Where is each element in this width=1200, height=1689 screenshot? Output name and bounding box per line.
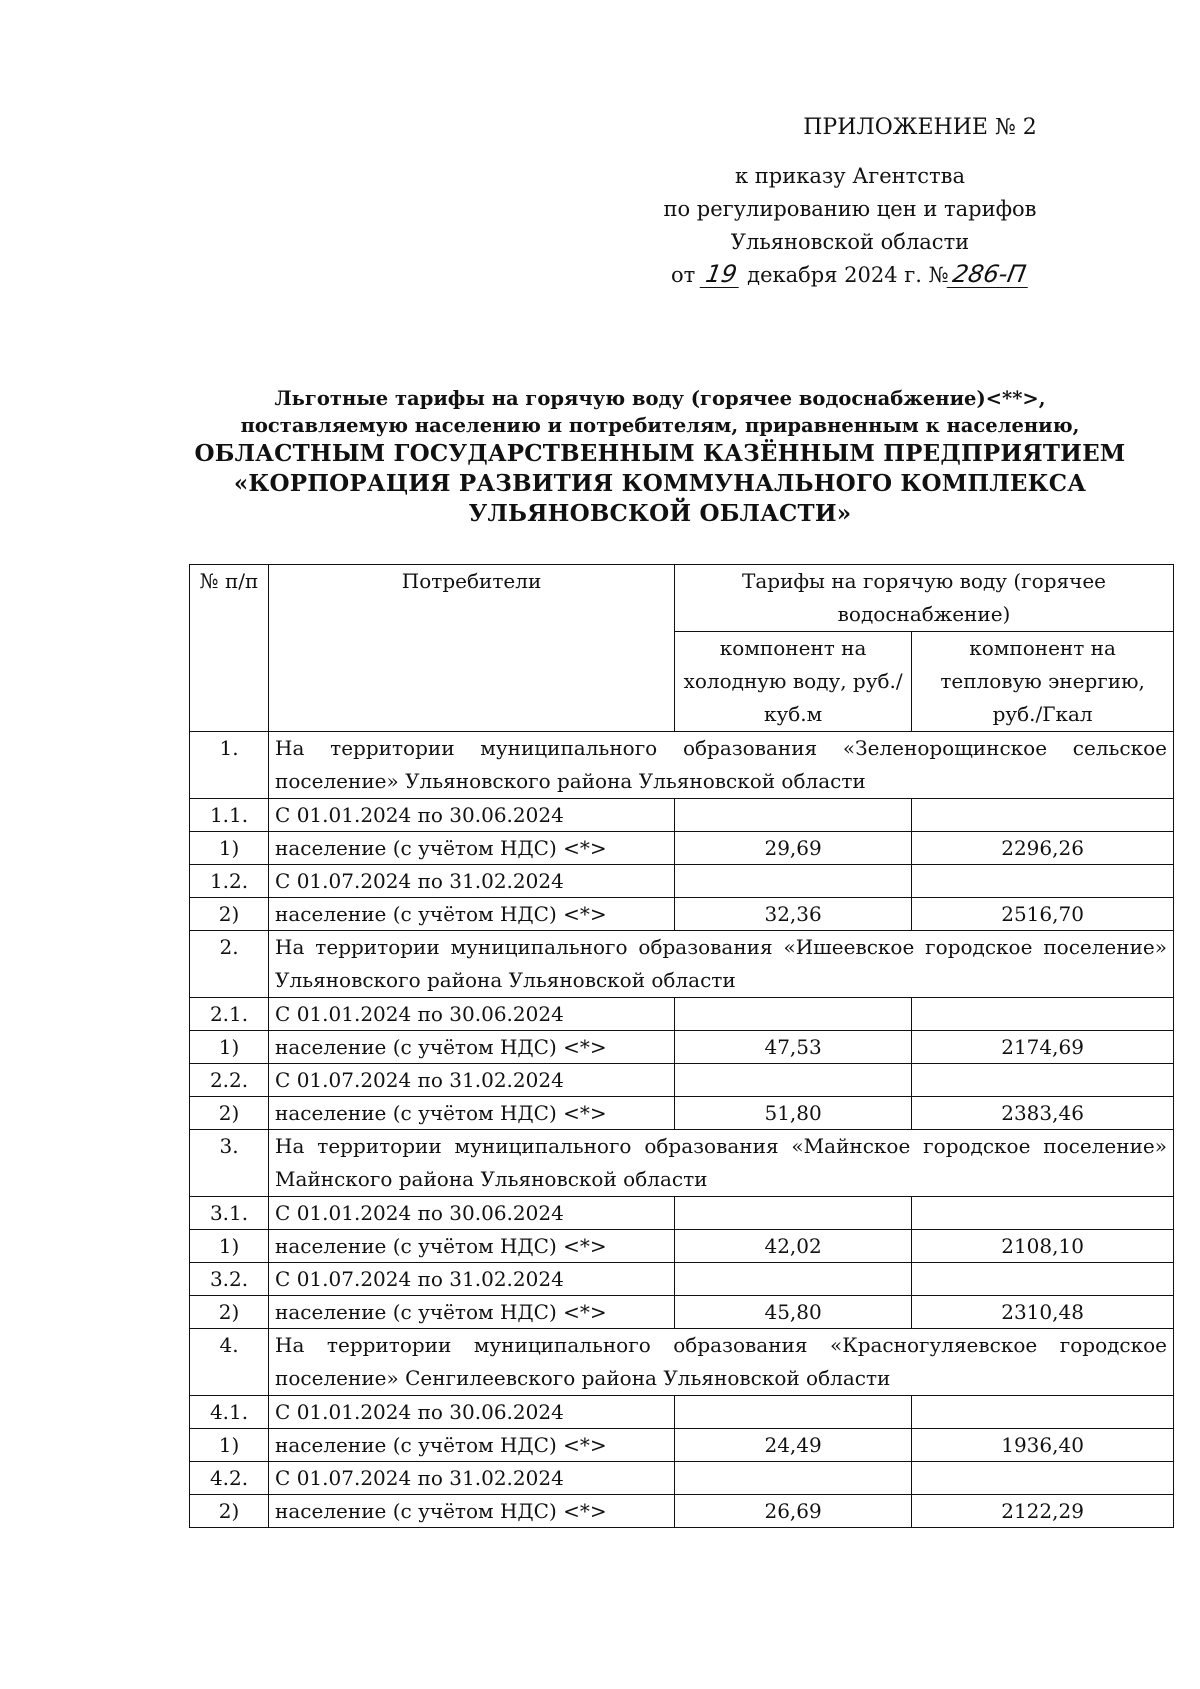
row-number: 2) xyxy=(190,1097,269,1130)
header-tariffs: Тарифы на горячую воду (горячее водоснабжение) xyxy=(675,565,1174,632)
section-row xyxy=(190,1130,1174,1197)
header-cold-component: компонент на холодную воду, руб./куб.м xyxy=(675,632,912,732)
heat-energy-value xyxy=(912,865,1174,898)
cold-water-value xyxy=(675,1064,912,1097)
table-row xyxy=(190,1197,1174,1230)
cold-water-value xyxy=(675,1263,912,1296)
row-label: С 01.07.2024 по 31.02.2024 xyxy=(269,865,675,898)
date-prefix: от xyxy=(670,263,696,287)
table-row xyxy=(190,799,1174,832)
row-number: 4.2. xyxy=(190,1462,269,1495)
table-row xyxy=(190,1429,1174,1462)
heat-energy-value xyxy=(912,998,1174,1031)
heat-energy-value: 2310,48 xyxy=(912,1296,1174,1329)
heat-energy-value xyxy=(912,1263,1174,1296)
section-description: На территории муниципального образования «Майнское городское поселение» Майнского района Ульяновской области xyxy=(269,1130,1174,1197)
cold-water-value xyxy=(675,1396,912,1429)
document-title xyxy=(180,385,1140,529)
cold-water-value xyxy=(675,1197,912,1230)
title-line-1: Льготные тарифы на горячую воду (горячее водоснабжение)<**>, xyxy=(274,387,1046,410)
order-reference xyxy=(640,160,1060,292)
heat-energy-value: 2296,26 xyxy=(912,832,1174,865)
row-label: С 01.01.2024 по 30.06.2024 xyxy=(269,998,675,1031)
heat-energy-value xyxy=(912,1064,1174,1097)
heat-energy-value: 2174,69 xyxy=(912,1031,1174,1064)
cold-water-value: 45,80 xyxy=(675,1296,912,1329)
title-line-3: ОБЛАСТНЫМ ГОСУДАРСТВЕННЫМ КАЗЁННЫМ ПРЕДПРИЯТИЕМ xyxy=(194,440,1126,467)
appendix-heading: ПРИЛОЖЕНИЕ № 2 xyxy=(803,115,1037,140)
row-number: 1.1. xyxy=(190,799,269,832)
table-body xyxy=(190,732,1174,1528)
table-row xyxy=(190,1064,1174,1097)
cold-water-value xyxy=(675,799,912,832)
row-label: С 01.07.2024 по 31.02.2024 xyxy=(269,1462,675,1495)
table-row xyxy=(190,998,1174,1031)
heat-energy-value xyxy=(912,799,1174,832)
row-label: С 01.07.2024 по 31.02.2024 xyxy=(269,1064,675,1097)
row-label: население (с учётом НДС) <*> xyxy=(269,1097,675,1130)
order-ref-line-2: по регулированию цен и тарифов xyxy=(663,197,1037,221)
row-number: 4.1. xyxy=(190,1396,269,1429)
row-number: 1) xyxy=(190,832,269,865)
table-row xyxy=(190,1462,1174,1495)
section-number: 2. xyxy=(190,931,269,998)
row-number: 1) xyxy=(190,1429,269,1462)
table-row xyxy=(190,1495,1174,1528)
order-date-line xyxy=(640,259,1060,292)
heat-energy-value: 2122,29 xyxy=(912,1495,1174,1528)
row-number: 1.2. xyxy=(190,865,269,898)
row-number: 3.1. xyxy=(190,1197,269,1230)
row-number: 2.1. xyxy=(190,998,269,1031)
heat-energy-value xyxy=(912,1462,1174,1495)
table-row xyxy=(190,865,1174,898)
table-row xyxy=(190,1396,1174,1429)
row-label: С 01.01.2024 по 30.06.2024 xyxy=(269,1197,675,1230)
row-label: население (с учётом НДС) <*> xyxy=(269,1296,675,1329)
heat-energy-value xyxy=(912,1396,1174,1429)
row-label: население (с учётом НДС) <*> xyxy=(269,898,675,931)
section-row xyxy=(190,732,1174,799)
row-number: 2) xyxy=(190,1495,269,1528)
row-label: С 01.01.2024 по 30.06.2024 xyxy=(269,799,675,832)
table-row xyxy=(190,1263,1174,1296)
table-row xyxy=(190,1097,1174,1130)
section-row xyxy=(190,931,1174,998)
heat-energy-value: 2383,46 xyxy=(912,1097,1174,1130)
row-number: 1) xyxy=(190,1230,269,1263)
header-heat-component: компонент на тепловую энергию, руб./Гкал xyxy=(912,632,1174,732)
table-row xyxy=(190,832,1174,865)
heat-energy-value: 2516,70 xyxy=(912,898,1174,931)
cold-water-value xyxy=(675,998,912,1031)
tariff-table xyxy=(189,564,1174,1528)
section-number: 4. xyxy=(190,1329,269,1396)
cold-water-value: 51,80 xyxy=(675,1097,912,1130)
date-mid: декабря 2024 г. № xyxy=(747,263,949,287)
row-label: С 01.07.2024 по 31.02.2024 xyxy=(269,1263,675,1296)
section-description: На территории муниципального образования «Красногуляевское городское поселение» Сенгилеевского района Ульяновской области xyxy=(269,1329,1174,1396)
section-number: 1. xyxy=(190,732,269,799)
row-label: С 01.01.2024 по 30.06.2024 xyxy=(269,1396,675,1429)
section-row xyxy=(190,1329,1174,1396)
cold-water-value: 47,53 xyxy=(675,1031,912,1064)
cold-water-value: 24,49 xyxy=(675,1429,912,1462)
header-consumers: Потребители xyxy=(269,565,675,732)
row-number: 2.2. xyxy=(190,1064,269,1097)
order-ref-line-3: Ульяновской области xyxy=(730,230,970,254)
heat-energy-value xyxy=(912,1197,1174,1230)
cold-water-value xyxy=(675,1462,912,1495)
table-row xyxy=(190,1296,1174,1329)
row-label: население (с учётом НДС) <*> xyxy=(269,1429,675,1462)
cold-water-value: 29,69 xyxy=(675,832,912,865)
row-label: население (с учётом НДС) <*> xyxy=(269,832,675,865)
title-line-2: поставляемую населению и потребителям, приравненным к населению, xyxy=(240,414,1080,437)
row-number: 2) xyxy=(190,898,269,931)
cold-water-value: 26,69 xyxy=(675,1495,912,1528)
cold-water-value: 32,36 xyxy=(675,898,912,931)
table-row xyxy=(190,1230,1174,1263)
section-description: На территории муниципального образования «Ишеевское городское поселение» Ульяновского района Ульяновской области xyxy=(269,931,1174,998)
table-row xyxy=(190,1031,1174,1064)
cold-water-value: 42,02 xyxy=(675,1230,912,1263)
order-ref-line-1: к приказу Агентства xyxy=(734,164,966,188)
handwritten-order-number: 286-П xyxy=(946,261,1031,288)
handwritten-day: 19 xyxy=(700,261,743,288)
title-line-5: УЛЬЯНОВСКОЙ ОБЛАСТИ» xyxy=(468,500,852,527)
heat-energy-value: 2108,10 xyxy=(912,1230,1174,1263)
header-num: № п/п xyxy=(190,565,269,732)
heat-energy-value: 1936,40 xyxy=(912,1429,1174,1462)
row-label: население (с учётом НДС) <*> xyxy=(269,1031,675,1064)
cold-water-value xyxy=(675,865,912,898)
row-label: население (с учётом НДС) <*> xyxy=(269,1495,675,1528)
title-line-4: «КОРПОРАЦИЯ РАЗВИТИЯ КОММУНАЛЬНОГО КОМПЛЕКСА xyxy=(233,470,1087,497)
row-label: население (с учётом НДС) <*> xyxy=(269,1230,675,1263)
section-description: На территории муниципального образования «Зеленорощинское сельское поселение» Ульяновского района Ульяновской области xyxy=(269,732,1174,799)
row-number: 3.2. xyxy=(190,1263,269,1296)
section-number: 3. xyxy=(190,1130,269,1197)
table-row xyxy=(190,898,1174,931)
row-number: 2) xyxy=(190,1296,269,1329)
row-number: 1) xyxy=(190,1031,269,1064)
